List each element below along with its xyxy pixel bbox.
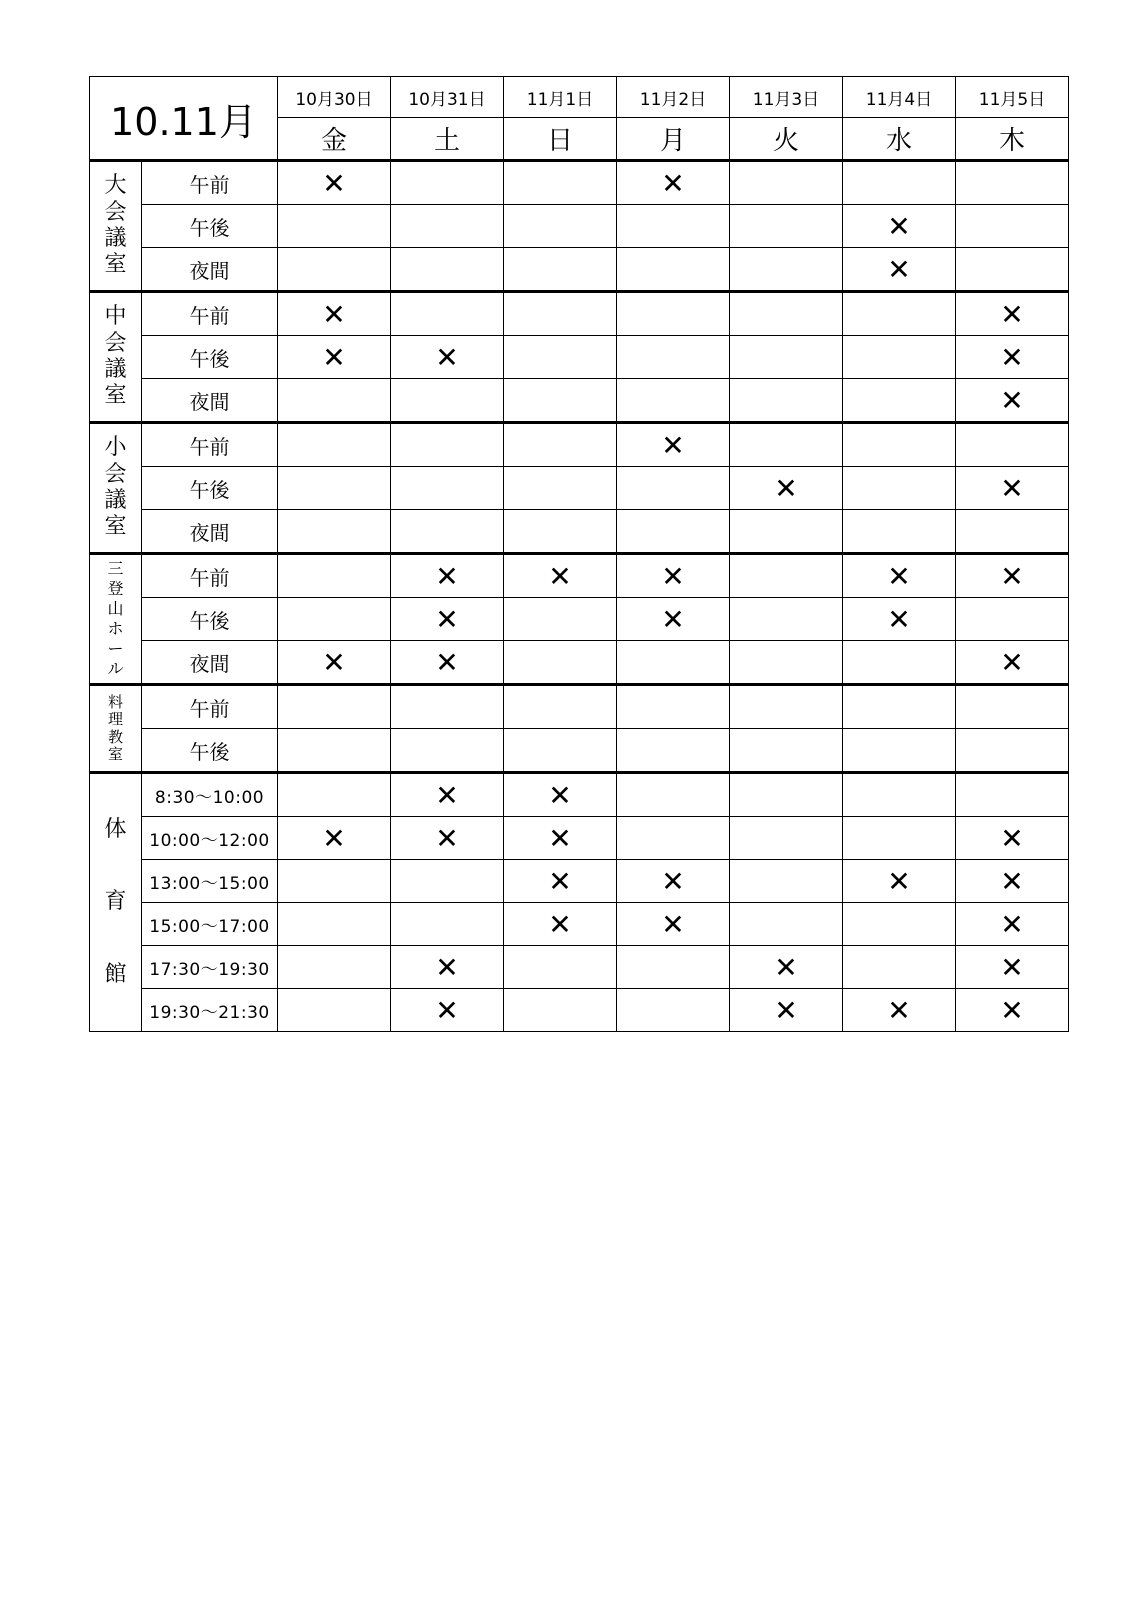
schedule-row: [90, 641, 1069, 685]
booked-mark: ✕: [617, 554, 730, 598]
booked-mark: ✕: [391, 336, 504, 379]
available-cell: [391, 292, 504, 336]
facility-name: [90, 773, 142, 1032]
booked-mark: ✕: [278, 336, 391, 379]
available-cell: [617, 248, 730, 292]
available-cell: [504, 379, 617, 423]
weekday-header: 水: [843, 118, 956, 161]
facility-name: [90, 292, 142, 423]
available-cell: [730, 729, 843, 773]
available-cell: [956, 248, 1069, 292]
available-cell: [278, 729, 391, 773]
schedule-row: [90, 598, 1069, 641]
available-cell: [504, 729, 617, 773]
available-cell: [617, 946, 730, 989]
available-cell: [843, 773, 956, 817]
available-cell: [617, 510, 730, 554]
schedule-row: [90, 379, 1069, 423]
booked-mark: ✕: [278, 161, 391, 205]
booked-mark: ✕: [391, 989, 504, 1032]
time-slot-label: 15:00～17:00: [142, 903, 278, 946]
available-cell: [956, 205, 1069, 248]
available-cell: [504, 423, 617, 467]
weekday-header: 月: [617, 118, 730, 161]
available-cell: [730, 205, 843, 248]
time-slot-label: 夜間: [142, 510, 278, 554]
booked-mark: ✕: [956, 903, 1069, 946]
available-cell: [956, 423, 1069, 467]
available-cell: [843, 423, 956, 467]
booked-mark: ✕: [956, 336, 1069, 379]
available-cell: [956, 729, 1069, 773]
booked-mark: ✕: [843, 860, 956, 903]
booked-mark: ✕: [843, 598, 956, 641]
schedule-row: [90, 292, 1069, 336]
booked-mark: ✕: [956, 379, 1069, 423]
date-header: 10月30日: [278, 77, 391, 118]
available-cell: [956, 685, 1069, 729]
available-cell: [730, 423, 843, 467]
date-header: 11月3日: [730, 77, 843, 118]
available-cell: [278, 685, 391, 729]
available-cell: [504, 292, 617, 336]
available-cell: [391, 729, 504, 773]
schedule-row: [90, 860, 1069, 903]
available-cell: [391, 467, 504, 510]
facility-name: [90, 423, 142, 554]
booked-mark: ✕: [843, 248, 956, 292]
available-cell: [504, 685, 617, 729]
available-cell: [391, 510, 504, 554]
available-cell: [730, 248, 843, 292]
booked-mark: ✕: [391, 773, 504, 817]
time-slot-label: 夜間: [142, 641, 278, 685]
booked-mark: ✕: [956, 467, 1069, 510]
available-cell: [730, 161, 843, 205]
time-slot-label: 午後: [142, 205, 278, 248]
available-cell: [278, 946, 391, 989]
available-cell: [391, 685, 504, 729]
schedule-row: [90, 903, 1069, 946]
available-cell: [504, 336, 617, 379]
available-cell: [843, 467, 956, 510]
available-cell: [730, 554, 843, 598]
time-slot-label: 午前: [142, 423, 278, 467]
booked-mark: ✕: [617, 860, 730, 903]
time-slot-label: 10:00～12:00: [142, 817, 278, 860]
weekday-header: 金: [278, 118, 391, 161]
weekday-header: 日: [504, 118, 617, 161]
available-cell: [391, 248, 504, 292]
schedule-row: [90, 817, 1069, 860]
booked-mark: ✕: [956, 946, 1069, 989]
available-cell: [617, 336, 730, 379]
schedule-row: [90, 161, 1069, 205]
booked-mark: ✕: [391, 641, 504, 685]
booked-mark: ✕: [956, 989, 1069, 1032]
available-cell: [278, 860, 391, 903]
facility-name-text: 小会議室: [104, 435, 127, 540]
available-cell: [617, 379, 730, 423]
booking-table: [89, 76, 1069, 1032]
booked-mark: ✕: [617, 423, 730, 467]
available-cell: [504, 598, 617, 641]
available-cell: [391, 379, 504, 423]
time-slot-label: 午後: [142, 598, 278, 641]
time-slot-label: 午後: [142, 336, 278, 379]
available-cell: [730, 292, 843, 336]
available-cell: [391, 205, 504, 248]
booked-mark: ✕: [956, 292, 1069, 336]
booked-mark: ✕: [278, 292, 391, 336]
available-cell: [391, 423, 504, 467]
weekday-header: 木: [956, 118, 1069, 161]
booked-mark: ✕: [956, 641, 1069, 685]
available-cell: [278, 423, 391, 467]
available-cell: [391, 860, 504, 903]
date-header: 11月5日: [956, 77, 1069, 118]
weekday-header: 火: [730, 118, 843, 161]
schedule-row: [90, 773, 1069, 817]
available-cell: [730, 685, 843, 729]
available-cell: [504, 641, 617, 685]
booked-mark: ✕: [391, 817, 504, 860]
schedule-row: [90, 205, 1069, 248]
date-header: 10月31日: [391, 77, 504, 118]
booked-mark: ✕: [278, 641, 391, 685]
available-cell: [956, 773, 1069, 817]
weekday-header: 土: [391, 118, 504, 161]
available-cell: [843, 161, 956, 205]
booked-mark: ✕: [843, 205, 956, 248]
facility-name: [90, 161, 142, 292]
available-cell: [843, 729, 956, 773]
booked-mark: ✕: [730, 946, 843, 989]
booked-mark: ✕: [391, 554, 504, 598]
booked-mark: ✕: [730, 467, 843, 510]
schedule-row: [90, 989, 1069, 1032]
time-slot-label: 午前: [142, 161, 278, 205]
booked-mark: ✕: [504, 860, 617, 903]
available-cell: [956, 161, 1069, 205]
booked-mark: ✕: [504, 817, 617, 860]
schedule-row: [90, 336, 1069, 379]
available-cell: [504, 205, 617, 248]
date-header: 11月1日: [504, 77, 617, 118]
time-slot-label: 13:00～15:00: [142, 860, 278, 903]
schedule-row: [90, 685, 1069, 729]
schedule-row: [90, 554, 1069, 598]
available-cell: [617, 641, 730, 685]
schedule-row: [90, 467, 1069, 510]
time-slot-label: 8:30～10:00: [142, 773, 278, 817]
available-cell: [730, 773, 843, 817]
booked-mark: ✕: [278, 817, 391, 860]
booked-mark: ✕: [956, 860, 1069, 903]
time-slot-label: 17:30～19:30: [142, 946, 278, 989]
booked-mark: ✕: [617, 903, 730, 946]
available-cell: [504, 248, 617, 292]
time-slot-label: 夜間: [142, 379, 278, 423]
available-cell: [278, 554, 391, 598]
available-cell: [278, 598, 391, 641]
available-cell: [278, 205, 391, 248]
available-cell: [617, 292, 730, 336]
schedule-row: [90, 423, 1069, 467]
available-cell: [504, 467, 617, 510]
schedule-row: [90, 248, 1069, 292]
booked-mark: ✕: [617, 161, 730, 205]
available-cell: [278, 989, 391, 1032]
time-slot-label: 午前: [142, 554, 278, 598]
available-cell: [730, 379, 843, 423]
booked-mark: ✕: [504, 773, 617, 817]
available-cell: [617, 729, 730, 773]
available-cell: [617, 773, 730, 817]
available-cell: [843, 336, 956, 379]
facility-name-text: 体育館: [104, 816, 127, 987]
available-cell: [391, 161, 504, 205]
available-cell: [278, 903, 391, 946]
available-cell: [278, 773, 391, 817]
booked-mark: ✕: [504, 554, 617, 598]
available-cell: [278, 248, 391, 292]
available-cell: [504, 510, 617, 554]
available-cell: [843, 379, 956, 423]
available-cell: [730, 336, 843, 379]
available-cell: [730, 598, 843, 641]
available-cell: [617, 817, 730, 860]
booked-mark: ✕: [956, 554, 1069, 598]
available-cell: [278, 510, 391, 554]
time-slot-label: 夜間: [142, 248, 278, 292]
time-slot-label: 午前: [142, 292, 278, 336]
available-cell: [843, 292, 956, 336]
available-cell: [956, 598, 1069, 641]
booked-mark: ✕: [504, 903, 617, 946]
available-cell: [843, 817, 956, 860]
booked-mark: ✕: [391, 946, 504, 989]
available-cell: [730, 903, 843, 946]
available-cell: [504, 946, 617, 989]
available-cell: [617, 685, 730, 729]
available-cell: [730, 860, 843, 903]
available-cell: [730, 641, 843, 685]
available-cell: [843, 641, 956, 685]
schedule-row: [90, 510, 1069, 554]
available-cell: [617, 205, 730, 248]
facility-name-text: 料理教室: [107, 693, 123, 763]
available-cell: [617, 989, 730, 1032]
available-cell: [843, 903, 956, 946]
available-cell: [843, 946, 956, 989]
time-slot-label: 午後: [142, 467, 278, 510]
booked-mark: ✕: [730, 989, 843, 1032]
schedule-row: [90, 729, 1069, 773]
available-cell: [956, 510, 1069, 554]
available-cell: [617, 467, 730, 510]
booked-mark: ✕: [617, 598, 730, 641]
date-header-row: [90, 77, 1069, 118]
booked-mark: ✕: [391, 598, 504, 641]
facility-name-text: 大会議室: [104, 173, 127, 278]
available-cell: [843, 510, 956, 554]
available-cell: [278, 379, 391, 423]
available-cell: [504, 161, 617, 205]
available-cell: [730, 510, 843, 554]
booked-mark: ✕: [843, 554, 956, 598]
time-slot-label: 午後: [142, 729, 278, 773]
facility-name: [90, 554, 142, 685]
available-cell: [730, 817, 843, 860]
facility-name: [90, 685, 142, 773]
month-title: 10.11月: [90, 77, 278, 161]
time-slot-label: 19:30～21:30: [142, 989, 278, 1032]
time-slot-label: 午前: [142, 685, 278, 729]
schedule-row: [90, 946, 1069, 989]
available-cell: [278, 467, 391, 510]
facility-name-text: 三登山ホール: [107, 559, 124, 678]
booked-mark: ✕: [956, 817, 1069, 860]
facility-name-text: 中会議室: [104, 304, 127, 409]
date-header: 11月4日: [843, 77, 956, 118]
available-cell: [504, 989, 617, 1032]
booked-mark: ✕: [843, 989, 956, 1032]
available-cell: [391, 903, 504, 946]
available-cell: [843, 685, 956, 729]
date-header: 11月2日: [617, 77, 730, 118]
